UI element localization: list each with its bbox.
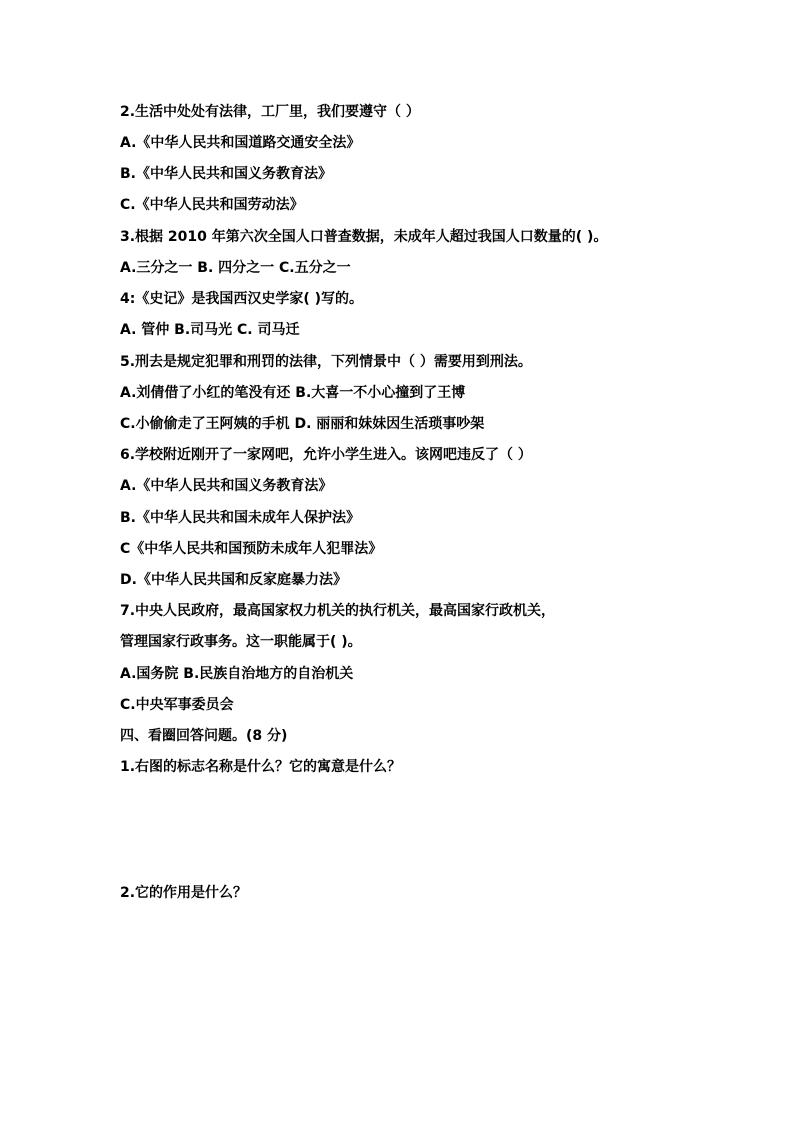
question-5: 5.刑去是规定犯罪和刑罚的法律，下列情景中（ ）需要用到刑法。 (120, 354, 532, 370)
question-7-line-1: 7.中央人民政府，最高国家权力机关的执行机关，最高国家行政机关， (120, 603, 556, 619)
question-2-option-a: A.《中华人民共和国道路交通安全法》 (120, 135, 361, 151)
question-6-option-b: B.《中华人民共和国未成年人保护法》 (120, 510, 360, 526)
question-7-option-c: C.中央军事委员会 (120, 697, 234, 713)
question-2-option-b: B.《中华人民共和国义务教育法》 (120, 166, 332, 182)
question-7-options-ab: A.国务院 B.民族自治地方的自治机关 (120, 666, 354, 682)
question-2: 2.生活中处处有法律，工厂里，我们要遵守（ ） (120, 104, 420, 120)
question-3-options: A.三分之一 B. 四分之一 C.五分之一 (120, 260, 351, 276)
section-4-heading: 四、看圈回答问题。(8 分) (120, 728, 288, 744)
question-5-options-cd: C.小偷偷走了王阿姨的手机 D. 丽丽和妹妹因生活琐事吵架 (120, 416, 485, 432)
section-4-question-1: 1.右图的标志名称是什么？它的寓意是什么？ (120, 759, 402, 775)
question-7-line-2: 管理国家行政事务。这一职能属于( )。 (120, 634, 362, 650)
question-5-options-ab: A.刘倩借了小红的笔没有还 B.大喜一不小心撞到了王博 (120, 385, 466, 401)
question-6-option-d: D.《中华人民共国和反家庭暴力法》 (120, 572, 347, 588)
section-4-question-2: 2.它的作用是什么？ (120, 885, 248, 901)
question-3: 3.根据 2010 年第六次全国人口普查数据，未成年人超过我国人口数量的( )。 (120, 229, 608, 245)
question-6: 6.学校附近刚开了一家网吧，允许小学生进入。该网吧违反了（ ） (120, 447, 532, 463)
question-4-options: A. 管仲 B.司马光 C. 司马迁 (120, 322, 300, 338)
question-6-option-c: C《中华人民共和国预防未成年人犯罪法》 (120, 541, 383, 557)
question-4: 4:《史记》是我国西汉史学家( )写的。 (120, 291, 364, 307)
question-2-option-c: C.《中华人民共和国劳动法》 (120, 197, 304, 213)
question-6-option-a: A.《中华人民共和国义务教育法》 (120, 478, 333, 494)
